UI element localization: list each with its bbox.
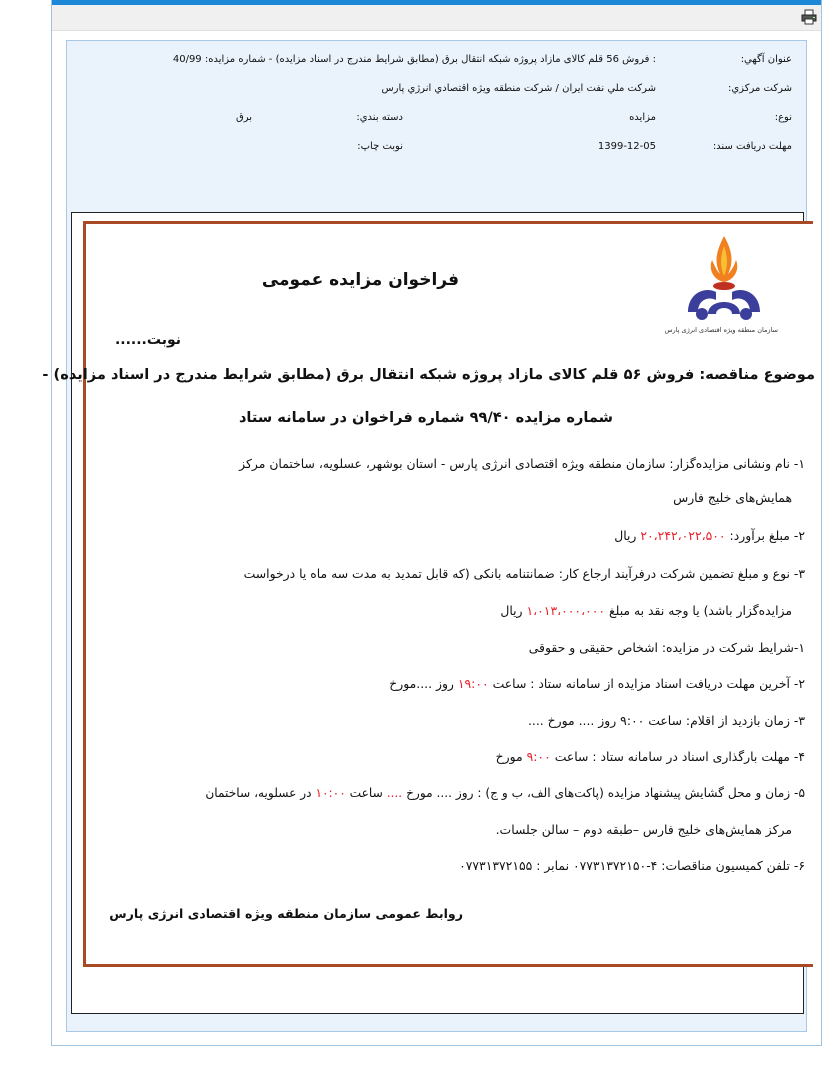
category-label: دسته بندي: [356,112,403,123]
condition-5-time: ۱۰:۰۰ [315,786,346,800]
printer-icon[interactable] [801,9,817,25]
type-label: نوع: [774,112,792,123]
condition-2-date: روز ....مورخ [389,676,454,691]
notice-subject-line2: شماره مزایده ۹۹/۴۰ شماره فراخوان در سامانه ستاد [238,409,613,426]
logo [664,234,784,342]
condition-4 [496,749,805,764]
item2-amount: ۲۰،۲۴۲،۰۲۲،۵۰۰ [640,528,726,543]
notice-round: نوبت...... [114,332,181,348]
item3-line1: ۳- نوع و مبلغ تضمین شرکت درفرآیند ارجاع کار: ضمانتنامه بانکی (که قابل تمدید به مدت سه ماه یا درخواست [243,566,805,581]
item3-label: مزایده‌گزار باشد) یا وجه نقد به مبلغ [609,603,792,618]
notice-heading: فراخوان مزایده عمومی [261,270,459,290]
condition-1: ۱-شرایط شرکت در مزایده: اشخاص حقیقی و حقوقی [528,640,805,655]
deadline-label: مهلت دريافت سند: [712,141,792,152]
condition-4-text: ۴- مهلت بارگذاری اسناد در سامانه ستاد : ساعت [554,749,805,764]
item3-amount: ۱،۰۱۳،۰۰۰،۰۰۰ [526,603,606,618]
condition-3: ۳- زمان بازدید از اقلام: ساعت ۹:۰۰ روز .... مورخ .... [527,713,805,728]
item2-unit: ریال [614,528,637,543]
title-value: : فروش 56 قلم كالای مازاد پروژه شبكه انتقال برق (مطابق شرایط مندرج در اسناد مزایده) - شماره مزایده: 40/99 [172,54,656,65]
notice-subject-line1: موضوع مناقصه: فروش ۵۶ قلم کالای مازاد پروژه شبکه انتقال برق (مطابق شرایط مندرج در اسناد مزایده) - [42,366,815,383]
item3-unit: ریال [500,603,523,618]
condition-5-dots: .... [386,786,403,800]
logo-emblem [664,234,784,324]
condition-5-place: در عسلویه، ساختمان [205,786,312,800]
print-round-label: نوبت چاپ: [357,141,403,152]
category-value: برق [235,112,252,123]
condition-5-line1 [205,786,805,800]
notice-footer: روابط عمومی سازمان منطقه ویژه اقتصادی انرژی پارس [109,906,463,921]
condition-2-time: ۱۹:۰۰ [457,676,489,691]
type-value: مزايده [629,112,656,123]
item3-line2 [500,603,792,618]
company-label: شرکت مرکزي: [727,83,792,94]
item2-label: ۲- مبلغ برآورد: [729,528,805,543]
toolbar [52,5,821,31]
condition-2-text: ۲- آخرین مهلت دریافت اسناد مزایده از سامانه ستاد : ساعت [492,676,805,691]
item1-line1: ۱- نام ونشانی مزایده‌گزار: سازمان منطقه ویژه اقتصادی انرژی پارس - استان بوشهر، عسلویه، ساختمان مرکز [239,456,805,471]
condition-4-time: ۹:۰۰ [526,749,551,764]
ad-details-panel [42,40,815,1032]
condition-5-hour-label: ساعت [349,786,383,800]
company-value: شركت ملي نفت ايران / شركت منطقه ويژه اقتصادي انرژي پارس [381,83,656,94]
notice-image [42,212,815,1014]
item2 [614,528,805,543]
condition-6: ۶- تلفن کمیسیون مناقصات: ۴-۰۷۷۳۱۳۷۲۱۵۰ نمابر : ۰۷۷۳۱۳۷۲۱۵۵ [459,858,805,873]
condition-2 [389,676,805,691]
logo-caption: سازمان منطقه ویژه اقتصادی انرژی پارس [664,326,778,334]
title-label: عنوان آگهي: [740,54,792,65]
condition-4-date: مورخ [495,749,523,764]
notice-frame [42,221,815,967]
condition-5-line2: مرکز همایش‌های خلیج فارس –طبقه دوم – سالن جلسات. [495,822,792,837]
content-container [42,0,822,1046]
item1-line2: همایش‌های خلیج فارس [673,490,792,505]
deadline-value: 1399-12-05 [597,141,656,152]
condition-5-text: ۵- زمان و محل گشایش پیشنهاد مزایده (پاکت‌های الف، ب و ج) : روز .... مورخ [406,786,805,800]
